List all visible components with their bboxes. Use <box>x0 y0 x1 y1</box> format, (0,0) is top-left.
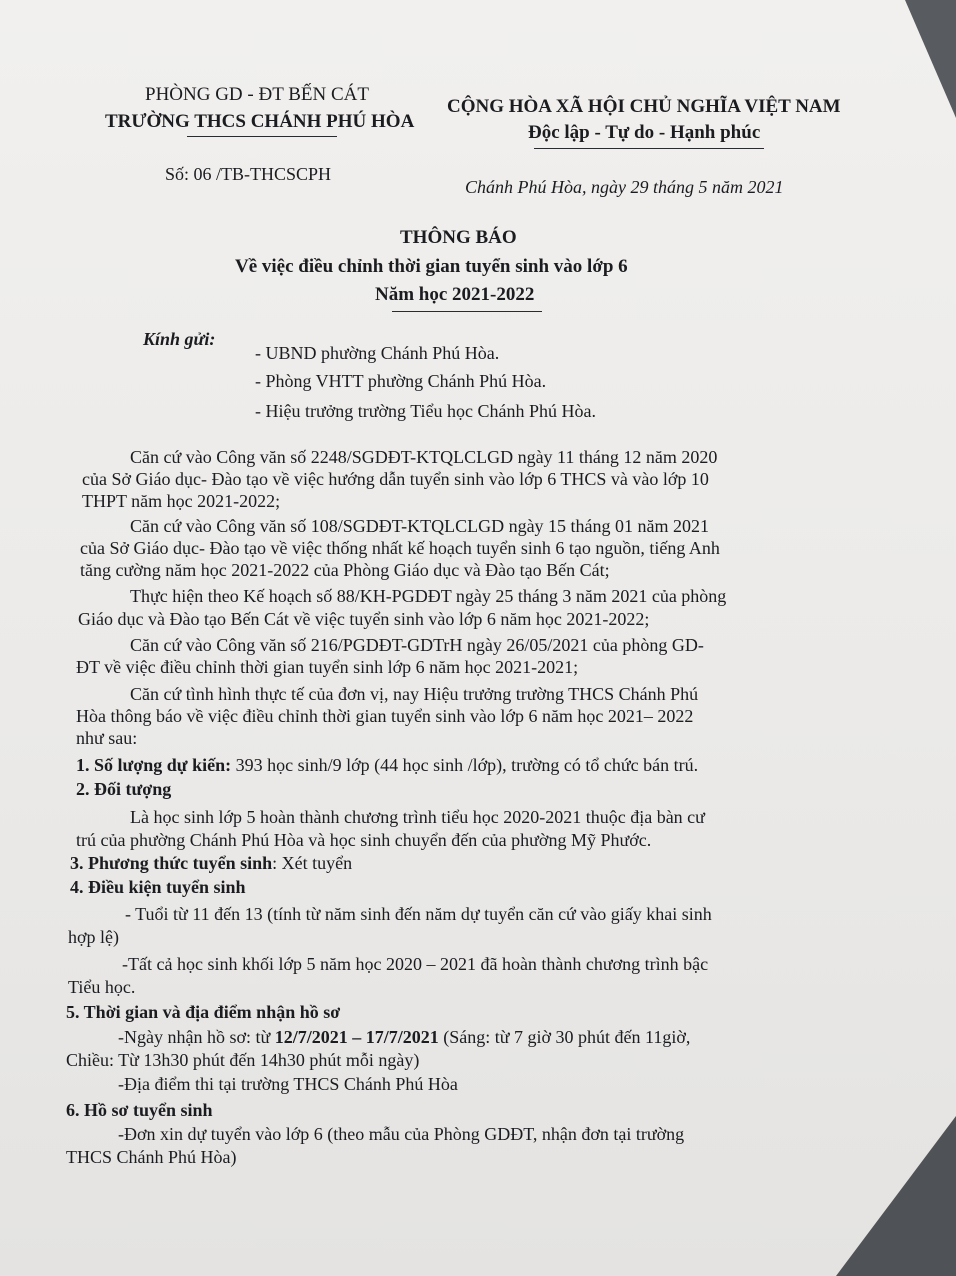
body-line: ĐT về việc điều chỉnh thời gian tuyển sinh lớp 6 năm học 2021-2021; <box>76 657 579 677</box>
section-5-heading: 5. Thời gian và địa điểm nhận hồ sơ <box>66 1002 341 1022</box>
recipient-item: - UBND phường Chánh Phú Hòa. <box>255 343 500 363</box>
section-5-date-range: 12/7/2021 – 17/7/2021 <box>274 1027 439 1047</box>
section-2-line: Là học sinh lớp 5 hoàn thành chương trình tiểu học 2020-2021 thuộc địa bàn cư <box>130 807 705 827</box>
body-line: Căn cứ vào Công văn số 216/PGDĐT-GDTrH ngày 26/05/2021 của phòng GD- <box>130 635 704 655</box>
body-line: Giáo dục và Đào tạo Bến Cát về việc tuyển sinh vào lớp 6 năm học 2021-2022; <box>78 609 650 629</box>
section-5-date-label: -Ngày nhận hồ sơ: từ <box>118 1027 275 1047</box>
section-2-line: trú của phường Chánh Phú Hòa và học sinh chuyển đến của phường Mỹ Phước. <box>76 830 652 850</box>
section-4-line: hợp lệ) <box>68 927 120 947</box>
school-underline <box>187 136 337 137</box>
section-1-text: 393 học sinh/9 lớp (44 học sinh /lớp), trường có tổ chức bán trú. <box>231 755 699 775</box>
nation-title: CỘNG HÒA XÃ HỘI CHỦ NGHĨA VIỆT NAM <box>447 96 841 117</box>
notice-subject: Về việc điều chỉnh thời gian tuyển sinh vào lớp 6 <box>235 256 628 277</box>
section-6-heading: 6. Hồ sơ tuyển sinh <box>66 1100 213 1120</box>
recipient-item: - Phòng VHTT phường Chánh Phú Hòa. <box>255 371 547 391</box>
section-3-text: : Xét tuyển <box>272 853 353 873</box>
doc-number: Số: 06 /TB-THCSCPH <box>165 164 332 184</box>
motto-underline <box>534 148 764 149</box>
section-1 <box>76 754 698 776</box>
body-line: của Sở Giáo dục- Đào tạo về việc thống nhất kế hoạch tuyển sinh 6 tạo nguồn, tiếng Anh <box>80 538 720 558</box>
section-4-line: - Tuổi từ 11 đến 13 (tính từ năm sinh đến năm dự tuyển căn cứ vào giấy khai sinh <box>125 904 712 924</box>
body-line: Căn cứ vào Công văn số 108/SGDĐT-KTQLCLGD ngày 15 tháng 01 năm 2021 <box>130 516 710 536</box>
school-name: TRƯỜNG THCS CHÁNH PHÚ HÒA <box>105 111 415 132</box>
section-1-heading: 1. Số lượng dự kiến: <box>76 755 232 775</box>
body-line: Thực hiện theo Kế hoạch số 88/KH-PGDĐT ngày 25 tháng 3 năm 2021 của phòng <box>130 586 727 606</box>
section-5-line <box>118 1026 690 1048</box>
body-line: tăng cường năm học 2021-2022 của Phòng Giáo dục và Đào tạo Bến Cát; <box>80 560 610 580</box>
section-5-line: Chiều: Từ 13h30 phút đến 14h30 phút mỗi ngày) <box>66 1050 420 1070</box>
section-5-line: -Địa điểm thi tại trường THCS Chánh Phú Hòa <box>118 1074 458 1094</box>
body-line: Căn cứ tình hình thực tế của đơn vị, nay Hiệu trưởng trường THCS Chánh Phú <box>130 684 699 704</box>
section-6-line: -Đơn xin dự tuyển vào lớp 6 (theo mẫu của Phòng GDĐT, nhận đơn tại trường <box>118 1124 685 1144</box>
recipients-label: Kính gửi: <box>143 329 216 349</box>
body-line: Căn cứ vào Công văn số 2248/SGDĐT-KTQLCLGD ngày 11 tháng 12 năm 2020 <box>130 447 718 467</box>
section-6-line: THCS Chánh Phú Hòa) <box>66 1147 237 1167</box>
section-4-heading: 4. Điều kiện tuyển sinh <box>70 877 246 897</box>
body-line: THPT năm học 2021-2022; <box>82 491 281 511</box>
notice-title: THÔNG BÁO <box>400 227 517 248</box>
title-underline <box>392 311 542 312</box>
section-3 <box>70 852 352 874</box>
section-5-date-hours: (Sáng: từ 7 giờ 30 phút đến 11giờ, <box>438 1027 691 1047</box>
body-line: như sau: <box>76 728 138 748</box>
section-3-heading: 3. Phương thức tuyển sinh <box>70 853 273 873</box>
section-4-line: -Tất cả học sinh khối lớp 5 năm học 2020 – 2021 đã hoàn thành chương trình bậc <box>122 954 709 974</box>
body-line: của Sở Giáo dục- Đào tạo về việc hướng dẫn tuyển sinh vào lớp 6 THCS và vào lớp 10 <box>82 469 709 489</box>
nation-motto: Độc lập - Tự do - Hạnh phúc <box>528 122 761 143</box>
body-line: Hòa thông báo về việc điều chỉnh thời gian tuyển sinh vào lớp 6 năm học 2021– 2022 <box>76 706 694 726</box>
notice-year: Năm học 2021-2022 <box>375 284 535 305</box>
section-2-heading: 2. Đối tượng <box>76 779 172 799</box>
recipient-item: - Hiệu trưởng trường Tiểu học Chánh Phú Hòa. <box>255 401 597 421</box>
issue-date: Chánh Phú Hòa, ngày 29 tháng 5 năm 2021 <box>465 177 784 197</box>
dept-name: PHÒNG GD - ĐT BẾN CÁT <box>145 84 369 105</box>
section-4-line: Tiểu học. <box>68 977 136 997</box>
